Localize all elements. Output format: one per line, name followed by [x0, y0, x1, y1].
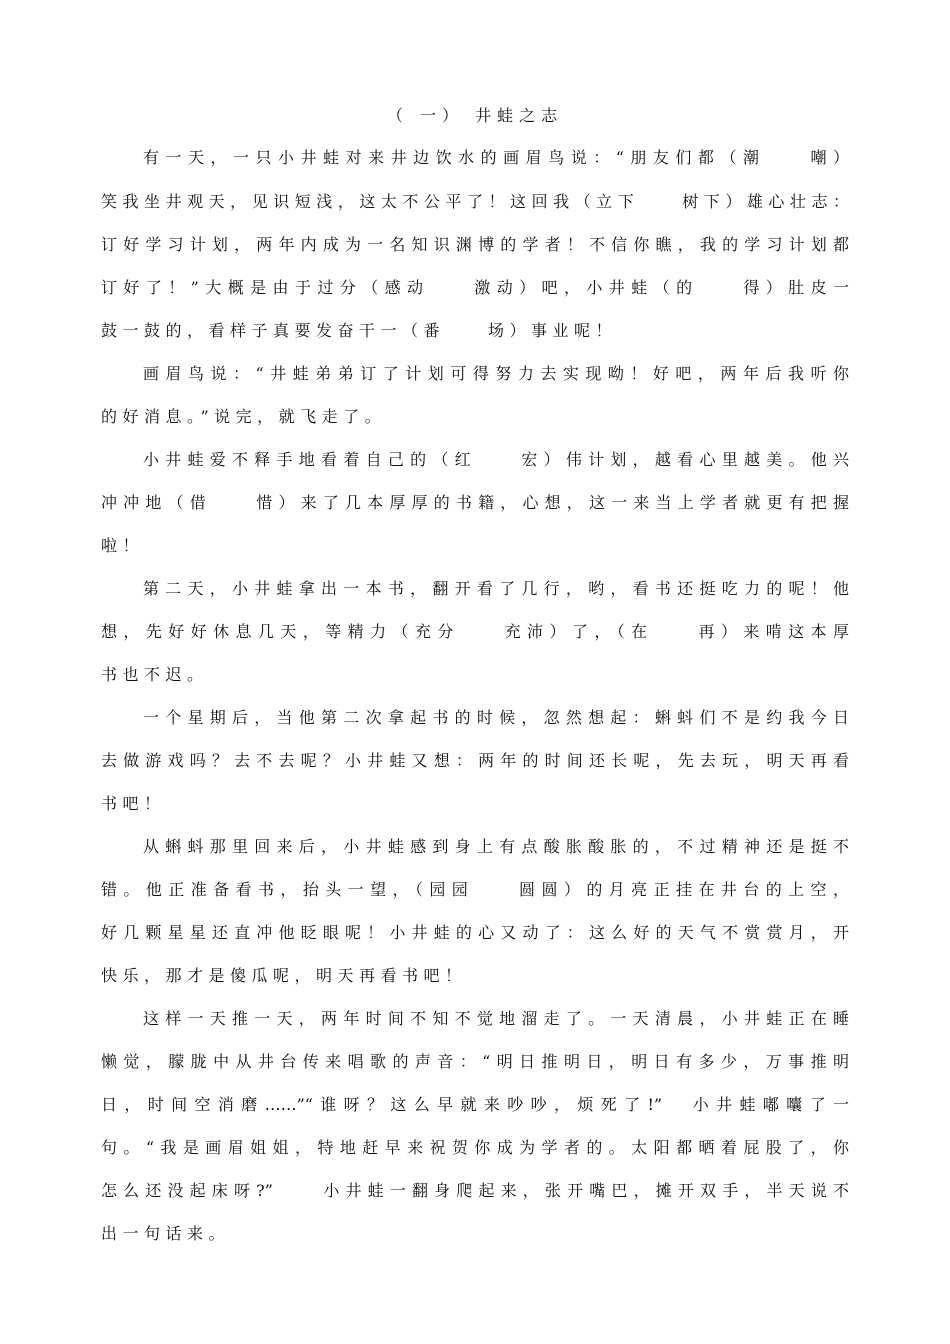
text-line: 好几颗星星还直冲他眨眼呢！小井蛙的心又动了：这么好的天气不赏赏月，开	[101, 923, 849, 942]
text-line: 错。他正准备看书，抬头一望，（园园 圆圆）的月亮正挂在井台的上空，	[101, 880, 849, 899]
text-line: 书也不迟。	[101, 665, 209, 684]
text-line: 小井蛙爱不释手地看着自己的（红 宏）伟计划，越看心里越美。他兴	[143, 450, 849, 469]
text-line: 怎么还没起床呀?” 小井蛙一翻身爬起来，张开嘴巴，摊开双手，半天说不	[101, 1181, 849, 1200]
text-line: 画眉鸟说：“井蛙弟弟订了计划可得努力去实现呦！好吧，两年后我听你	[143, 364, 849, 383]
text-line: 有一天，一只小井蛙对来井边饮水的画眉鸟说：“朋友们都（潮 嘲）	[143, 148, 849, 167]
text-line: 订好学习计划，两年内成为一名知识渊博的学者！不信你瞧，我的学习计划都	[101, 235, 849, 254]
text-line: 鼓一鼓的，看样子真要发奋干一（番 场）事业呢！	[101, 321, 618, 340]
text-line: 啦！	[101, 536, 145, 555]
text-line: 懒觉，朦胧中从井台传来唱歌的声音：“明日推明日，明日有多少，万事推明	[101, 1052, 849, 1071]
document-title: （ 一） 井蛙之志	[386, 106, 564, 125]
text-line: 冲冲地（借 惜）来了几本厚厚的书籍，心想，这一来当上学者就更有把握	[101, 493, 849, 512]
text-line: 出一句话来。	[101, 1224, 231, 1243]
text-line: 订好了！”大概是由于过分（感动 激动）吧，小井蛙（的 得）肚皮一	[101, 278, 849, 297]
text-line: 的好消息。”说完，就飞走了。	[101, 407, 387, 426]
text-line: 从蝌蚪那里回来后，小井蛙感到身上有点酸胀酸胀的，不过精神还是挺不	[143, 837, 849, 856]
text-line: 第二天，小井蛙拿出一本书，翻开看了几行，哟，看书还挺吃力的呢！他	[143, 579, 849, 598]
text-line: 书吧！	[101, 794, 166, 813]
text-line: 这样一天推一天，两年时间不知不觉地溜走了。一天清晨，小井蛙正在睡	[143, 1009, 849, 1028]
text-line: 想，先好好休息几天，等精力（充分 充沛）了，（在 再）来啃这本厚	[101, 622, 849, 641]
text-line: 快乐，那才是傻瓜呢，明天再看书吧！	[101, 966, 467, 985]
text-line: 句。“我是画眉姐姐，特地赶早来祝贺你成为学者的。太阳都晒着屁股了，你	[101, 1138, 849, 1157]
text-line: 一个星期后，当他第二次拿起书的时候，忽然想起：蝌蚪们不是约我今日	[143, 708, 849, 727]
text-line: 笑我坐井观天，见识短浅，这太不公平了！这回我（立下 树下）雄心壮志：	[101, 192, 849, 211]
text-line: 日，时间空消磨……”“谁呀？这么早就来吵吵，烦死了!” 小井蛙嘟囔了一	[101, 1095, 849, 1114]
text-line: 去做游戏吗？去不去呢？小井蛙又想：两年的时间还长呢，先去玩，明天再看	[101, 751, 849, 770]
